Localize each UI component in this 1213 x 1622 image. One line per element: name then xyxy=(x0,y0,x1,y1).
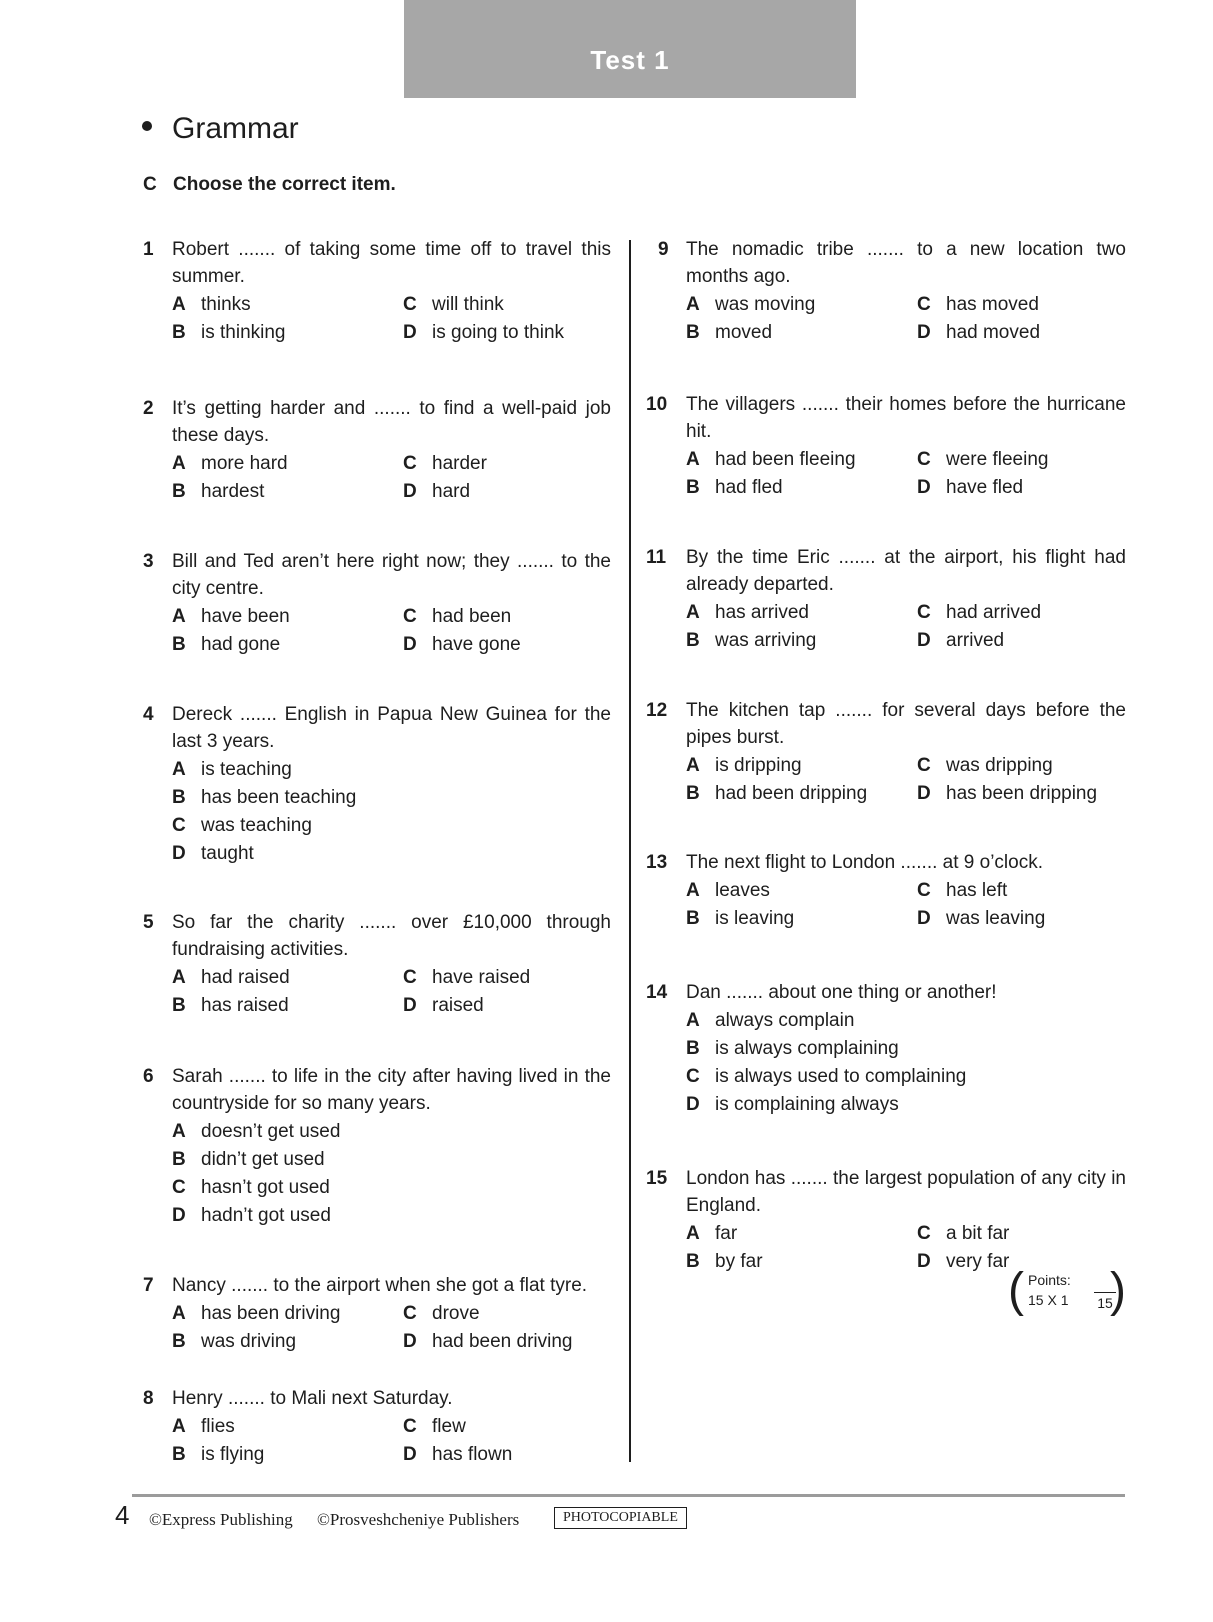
option-a[interactable]: A always complain xyxy=(686,1010,855,1031)
question-13 xyxy=(646,849,1126,932)
option-b[interactable]: B is thinking xyxy=(172,322,286,343)
option-c[interactable]: C will think xyxy=(403,294,504,315)
question-stem: Dereck ....... English in Papua New Guinea for the last 3 years. xyxy=(172,704,611,752)
publisher-credit-2: ©Prosveshcheniye Publishers xyxy=(317,1510,520,1529)
question-11 xyxy=(646,544,1126,654)
option-d[interactable]: D hard xyxy=(403,481,471,502)
question-stem: So far the charity ....... over £10,000 through fundraising activities. xyxy=(172,912,611,960)
question-1 xyxy=(143,236,611,346)
option-a[interactable]: A leaves xyxy=(686,880,770,901)
question-number: 13 xyxy=(646,852,668,873)
question-number: 9 xyxy=(658,239,669,260)
test-title: Test 1 xyxy=(590,44,670,75)
question-9 xyxy=(646,236,1126,346)
option-d[interactable]: D has been dripping xyxy=(917,783,1098,804)
option-d[interactable]: D had been driving xyxy=(403,1331,573,1352)
option-d[interactable]: D raised xyxy=(403,995,484,1016)
question-number: 12 xyxy=(646,700,668,721)
option-a[interactable]: A far xyxy=(686,1223,738,1244)
option-a[interactable]: A has arrived xyxy=(686,602,809,623)
option-d[interactable]: D very far xyxy=(917,1251,1010,1272)
question-4 xyxy=(143,701,611,867)
option-c[interactable]: C have raised xyxy=(403,967,531,988)
option-c[interactable]: C harder xyxy=(403,453,487,474)
option-c[interactable]: C a bit far xyxy=(917,1223,1010,1244)
points-label: Points: xyxy=(1028,1272,1071,1288)
question-number: 10 xyxy=(646,394,668,415)
instruction-letter: C xyxy=(143,174,157,195)
question-14 xyxy=(646,979,1126,1118)
question-3 xyxy=(143,548,611,658)
option-b[interactable]: B has raised xyxy=(172,995,289,1016)
option-a[interactable]: A had been fleeing xyxy=(686,449,856,470)
right-paren-icon: ) xyxy=(1110,1264,1126,1317)
question-number: 4 xyxy=(143,704,154,725)
option-b[interactable]: B is always complaining xyxy=(686,1038,899,1059)
bullet-icon xyxy=(142,121,152,131)
option-d[interactable]: D arrived xyxy=(917,630,1005,651)
question-number: 15 xyxy=(646,1168,668,1189)
option-b[interactable]: B had fled xyxy=(686,477,783,498)
option-b[interactable]: B had gone xyxy=(172,634,281,655)
points-box xyxy=(1008,1264,1126,1320)
question-stem: Bill and Ted aren’t here right now; they ....... to the city centre. xyxy=(172,551,611,599)
test-title-band xyxy=(404,0,856,98)
question-6 xyxy=(143,1063,611,1229)
points-total: 15 xyxy=(1094,1292,1116,1311)
question-stem: Sarah ....... to life in the city after having lived in the countryside for so many years. xyxy=(172,1066,611,1114)
option-d[interactable]: D has flown xyxy=(403,1444,513,1465)
option-b[interactable]: B by far xyxy=(686,1251,763,1272)
option-c[interactable]: C hasn’t got used xyxy=(172,1177,330,1198)
points-multiplier: 15 X 1 xyxy=(1028,1292,1069,1308)
section-title xyxy=(142,112,299,146)
option-a[interactable]: A is teaching xyxy=(172,759,292,780)
option-a[interactable]: A more hard xyxy=(172,453,288,474)
option-a[interactable]: A flies xyxy=(172,1416,235,1437)
photocopiable-badge: PHOTOCOPIABLE xyxy=(554,1507,687,1529)
question-number: 1 xyxy=(143,239,154,260)
option-d[interactable]: D have fled xyxy=(917,477,1024,498)
option-c[interactable]: C has moved xyxy=(917,294,1039,315)
question-number: 7 xyxy=(143,1275,154,1296)
question-stem: Dan ....... about one thing or another! xyxy=(686,982,997,1003)
question-2 xyxy=(143,395,611,505)
column-divider xyxy=(629,240,631,1462)
question-stem: It’s getting harder and ....... to find a well-paid job these days. xyxy=(172,398,611,446)
question-stem: Henry ....... to Mali next Saturday. xyxy=(172,1388,453,1409)
question-8 xyxy=(143,1385,611,1468)
question-number: 5 xyxy=(143,912,154,933)
option-a[interactable]: A thinks xyxy=(172,294,251,315)
question-number: 14 xyxy=(646,982,668,1003)
option-d[interactable]: D have gone xyxy=(403,634,521,655)
option-b[interactable]: B is leaving xyxy=(686,908,795,929)
option-b[interactable]: B didn’t get used xyxy=(172,1149,325,1170)
option-a[interactable]: A is dripping xyxy=(686,755,802,776)
option-c[interactable]: C had arrived xyxy=(917,602,1042,623)
option-a[interactable]: A doesn’t get used xyxy=(172,1121,341,1142)
option-c[interactable]: C has left xyxy=(917,880,1008,901)
option-a[interactable]: A had raised xyxy=(172,967,290,988)
question-12 xyxy=(646,697,1126,807)
question-number: 3 xyxy=(143,551,154,572)
question-7 xyxy=(143,1272,611,1355)
question-stem: The kitchen tap ....... for several days before the pipes burst. xyxy=(686,700,1126,748)
option-b[interactable]: B is flying xyxy=(172,1444,265,1465)
question-stem: Nancy ....... to the airport when she got a flat tyre. xyxy=(172,1275,588,1296)
option-b[interactable]: B was arriving xyxy=(686,630,817,651)
instruction-text: Choose the correct item. xyxy=(173,174,396,195)
publisher-credit-1: ©Express Publishing xyxy=(149,1510,293,1529)
question-stem: The next flight to London ....... at 9 o’clock. xyxy=(686,852,1043,873)
page-number: 4 xyxy=(115,1500,130,1530)
option-c[interactable]: C flew xyxy=(403,1416,466,1437)
option-c[interactable]: C drove xyxy=(403,1303,480,1324)
question-5 xyxy=(143,909,611,1019)
footer-rule xyxy=(132,1494,1125,1497)
question-10 xyxy=(646,391,1126,501)
question-stem: London has ....... the largest population of any city in England. xyxy=(686,1168,1126,1216)
option-a[interactable]: A was moving xyxy=(686,294,816,315)
option-a[interactable]: A has been driving xyxy=(172,1303,341,1324)
option-d[interactable]: D was leaving xyxy=(917,908,1046,929)
option-a[interactable]: A have been xyxy=(172,606,290,627)
question-stem: By the time Eric ....... at the airport, his flight had already departed. xyxy=(686,547,1126,595)
question-number: 11 xyxy=(646,547,667,568)
option-b[interactable]: B moved xyxy=(686,322,773,343)
question-15 xyxy=(646,1165,1126,1275)
question-number: 8 xyxy=(143,1388,154,1409)
option-d[interactable]: D is going to think xyxy=(403,322,565,343)
option-d[interactable]: D is complaining always xyxy=(686,1094,899,1115)
option-b[interactable]: B hardest xyxy=(172,481,265,502)
option-b[interactable]: B has been teaching xyxy=(172,787,357,808)
option-d[interactable]: D hadn’t got used xyxy=(172,1205,331,1226)
question-number: 6 xyxy=(143,1066,154,1087)
instruction xyxy=(143,174,396,196)
option-b[interactable]: B had been dripping xyxy=(686,783,868,804)
option-c[interactable]: C is always used to complaining xyxy=(686,1066,967,1087)
question-stem: Robert ....... of taking some time off to travel this summer. xyxy=(172,239,611,287)
left-paren-icon: ( xyxy=(1008,1264,1024,1317)
option-c[interactable]: C was dripping xyxy=(917,755,1053,776)
question-stem: The villagers ....... their homes before the hurricane hit. xyxy=(686,394,1126,442)
question-number: 2 xyxy=(143,398,154,419)
option-c[interactable]: C were fleeing xyxy=(917,449,1049,470)
option-d[interactable]: D taught xyxy=(172,843,254,864)
section-title-text: Grammar xyxy=(172,112,299,145)
option-c[interactable]: C had been xyxy=(403,606,512,627)
option-d[interactable]: D had moved xyxy=(917,322,1041,343)
option-b[interactable]: B was driving xyxy=(172,1331,297,1352)
option-c[interactable]: C was teaching xyxy=(172,815,312,836)
question-stem: The nomadic tribe ....... to a new location two months ago. xyxy=(686,239,1126,287)
